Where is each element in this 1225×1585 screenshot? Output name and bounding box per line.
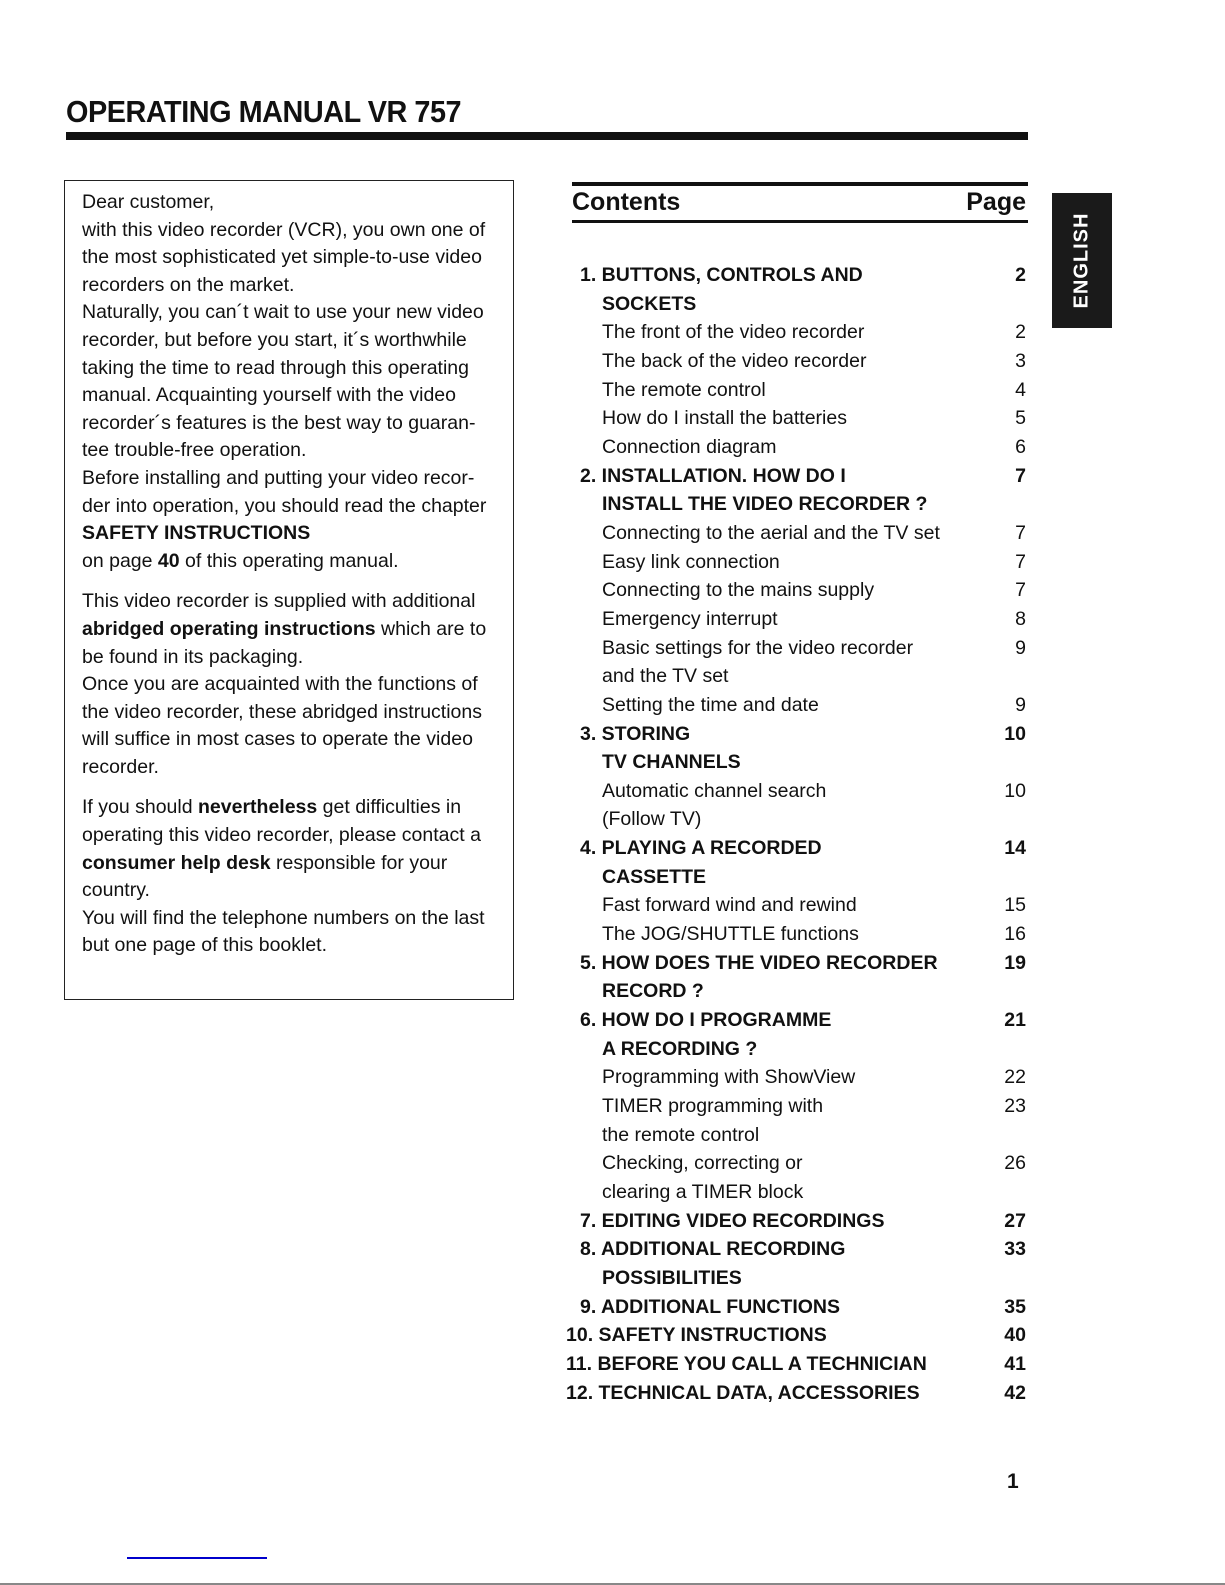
toc-entry-page: 16 (1004, 923, 1026, 946)
toc-entry (566, 548, 1026, 577)
toc-entry-page: 10 (1004, 722, 1026, 745)
toc-entry-title: 5. HOW DOES THE VIDEO RECORDER (580, 951, 938, 974)
page-title: OPERATING MANUAL VR 757 (66, 94, 462, 129)
toc-entry-page (986, 977, 1026, 1006)
toc-entry-title: 3. STORING (580, 722, 691, 745)
toc-entry-title: 9. ADDITIONAL FUNCTIONS (580, 1295, 841, 1318)
toc-entry (566, 519, 1026, 548)
toc-entry-title: and the TV set (602, 665, 729, 688)
language-tab (1052, 193, 1112, 328)
toc-entry-title: Easy link connection (602, 550, 780, 573)
toc-entry (566, 1321, 1026, 1350)
toc-entry-title: TV CHANNELS (602, 751, 741, 774)
toc-entry-page (986, 1178, 1026, 1207)
toc-entry-title: TIMER programming with (602, 1095, 824, 1118)
toc-entry (566, 347, 1026, 376)
toc-entry-page (986, 1264, 1026, 1293)
toc-entry-page: 7 (1015, 550, 1026, 573)
toc-entry-page: 33 (1004, 1238, 1026, 1261)
toc-entry-page (986, 662, 1026, 691)
toc-entry (566, 805, 1026, 834)
toc-entry-page: 7 (1015, 521, 1026, 544)
toc-entry-title: clearing a TIMER block (602, 1181, 804, 1203)
toc-entry-title: 4. PLAYING A RECORDED (580, 837, 822, 860)
emphasis: nevertheless (198, 796, 318, 819)
toc-entry (566, 318, 1026, 347)
toc-entry (566, 977, 1026, 1006)
toc-entry-page: 3 (1015, 349, 1026, 372)
toc-entry (566, 834, 1026, 863)
toc-entry-title: Automatic channel search (602, 779, 827, 802)
toc-entry-title: 8. ADDITIONAL RECORDING (580, 1238, 846, 1261)
toc-entry-title: Fast forward wind and rewind (602, 894, 857, 917)
toc-entry-page (986, 490, 1026, 519)
intro-paragraph (82, 465, 501, 548)
text: If you should (82, 796, 198, 819)
toc-entry (566, 1235, 1026, 1264)
page-heading: Page (966, 188, 1026, 216)
toc-entry (566, 1035, 1026, 1064)
toc-entry-title: SOCKETS (602, 292, 697, 315)
text: get difficulties in operating this video recorder, please contact a (82, 796, 481, 847)
toc-entry-title: 12. TECHNICAL DATA, ACCESSORIES (566, 1381, 920, 1404)
table-of-contents (566, 261, 1026, 1407)
toc-entry-page: 10 (1004, 779, 1026, 802)
toc-entry-title: A RECORDING ? (602, 1037, 758, 1060)
toc-entry-page: 9 (1015, 636, 1026, 659)
toc-entry (566, 1063, 1026, 1092)
toc-entry (566, 576, 1026, 605)
toc-entry-title: Connecting to the mains supply (602, 579, 875, 602)
toc-entry-title: Checking, correcting or (602, 1152, 803, 1175)
toc-entry-page (986, 1035, 1026, 1064)
toc-entry-page (986, 863, 1026, 892)
toc-entry-page: 21 (1004, 1009, 1026, 1032)
toc-entry (566, 290, 1026, 319)
toc-entry-title: CASSETTE (602, 865, 707, 888)
toc-entry (566, 691, 1026, 720)
toc-entry-title: 11. BEFORE YOU CALL A TECHNICIAN (566, 1352, 927, 1375)
toc-entry-title: INSTALL THE VIDEO RECORDER ? (602, 493, 928, 516)
toc-entry-page: 2 (1015, 321, 1026, 344)
toc-entry-title: Connection diagram (602, 435, 777, 458)
scan-artifact-line (127, 1557, 267, 1559)
toc-entry (566, 891, 1026, 920)
intro-box (64, 180, 514, 1000)
toc-entry (566, 748, 1026, 777)
toc-entry-page: 6 (1015, 435, 1026, 458)
toc-entry (566, 376, 1026, 405)
contents-heading: Contents (572, 188, 681, 216)
toc-entry-page: 7 (1015, 464, 1026, 487)
toc-entry-page: 42 (1004, 1381, 1026, 1404)
toc-entry-page (986, 1121, 1026, 1150)
intro-paragraph (82, 548, 501, 576)
toc-entry-title: 2. INSTALLATION. HOW DO I (580, 464, 846, 487)
toc-entry-page: 15 (1004, 894, 1026, 917)
contents-header (572, 188, 1026, 217)
emphasis: abridged operating instructions (82, 617, 376, 640)
greeting: Dear customer, (82, 191, 215, 213)
toc-entry (566, 1379, 1026, 1408)
toc-entry-page: 9 (1015, 693, 1026, 716)
toc-entry (566, 1207, 1026, 1236)
toc-entry-page (986, 290, 1026, 319)
toc-entry (566, 949, 1026, 978)
toc-entry-title: How do I install the batteries (602, 407, 847, 430)
safety-instructions-ref: SAFETY INSTRUCTIONS (82, 522, 311, 545)
toc-entry-page: 7 (1015, 579, 1026, 602)
toc-entry-title: (Follow TV) (602, 808, 702, 831)
page-ref: 40 (157, 549, 180, 572)
toc-entry-title: The front of the video recorder (602, 321, 865, 344)
toc-entry (566, 433, 1026, 462)
intro-paragraph: Naturally, you can´t wait to use your new video recorder, but before you start, it´s worthwhile taking the time to read through this operating manual. Acquainting yourself with the video recorder´s features is the best way to guaran-tee trouble-free operation. (82, 301, 484, 462)
toc-entry-title: Basic settings for the video recorder (602, 636, 914, 659)
intro-paragraph: with this video recorder (VCR), you own one of the most sophisticated yet simple-to-use video recorders on the market. (82, 218, 486, 296)
contents-top-rule (572, 182, 1028, 186)
toc-entry (566, 777, 1026, 806)
text: on page (82, 549, 158, 572)
toc-entry-page: 4 (1015, 378, 1026, 401)
toc-entry-title: Programming with ShowView (602, 1066, 856, 1089)
toc-entry-title: 10. SAFETY INSTRUCTIONS (566, 1324, 827, 1347)
toc-entry-page: 23 (1004, 1095, 1026, 1118)
toc-entry (566, 1006, 1026, 1035)
intro-paragraph (82, 794, 501, 904)
toc-entry-title: The JOG/SHUTTLE functions (602, 923, 859, 946)
toc-entry (566, 490, 1026, 519)
title-rule (66, 132, 1028, 140)
toc-entry-page: 27 (1004, 1209, 1026, 1232)
toc-entry-page: 5 (1015, 407, 1026, 430)
contents-bottom-rule (572, 220, 1028, 223)
toc-entry-title: 1. BUTTONS, CONTROLS AND (580, 264, 863, 286)
toc-entry-page (986, 748, 1026, 777)
text: which are to be found in its packaging. (82, 617, 487, 668)
toc-entry (566, 634, 1026, 663)
toc-entry-title: POSSIBILITIES (602, 1266, 742, 1289)
toc-entry (566, 1178, 1026, 1207)
toc-entry (566, 920, 1026, 949)
text: Before installing and putting your video recor-der into operation, you should read the chapter (82, 466, 487, 517)
toc-entry (566, 605, 1026, 634)
intro-paragraph: Once you are acquainted with the functions of the video recorder, these abridged instructions will suffice in most cases to operate the video recorder. (82, 673, 482, 778)
toc-entry (566, 1121, 1026, 1150)
emphasis: consumer help desk (82, 851, 271, 874)
toc-entry-title: RECORD ? (602, 980, 704, 1003)
toc-entry-title: 7. EDITING VIDEO RECORDINGS (580, 1209, 885, 1232)
toc-entry (566, 462, 1026, 491)
toc-entry-title: Setting the time and date (602, 693, 819, 716)
toc-entry-title: The remote control (602, 378, 766, 401)
toc-entry-page: 35 (1004, 1295, 1026, 1318)
toc-entry-title: Emergency interrupt (602, 607, 778, 630)
toc-entry-page: 26 (1004, 1152, 1026, 1175)
toc-entry-title: The back of the video recorder (602, 349, 867, 372)
toc-entry-page: 19 (1004, 951, 1026, 974)
toc-entry (566, 1350, 1026, 1379)
toc-entry-page: 41 (1004, 1352, 1026, 1375)
toc-entry-title: Connecting to the aerial and the TV set (602, 521, 940, 544)
toc-entry-page: 14 (1004, 837, 1026, 860)
toc-entry-page (986, 805, 1026, 834)
language-tab-label: ENGLISH (1070, 212, 1093, 309)
toc-entry (566, 1092, 1026, 1121)
toc-entry-page: 22 (1004, 1066, 1026, 1089)
toc-entry-page: 8 (1015, 607, 1026, 630)
text: responsible for your country. (82, 851, 448, 902)
toc-entry (566, 1293, 1026, 1322)
intro-paragraph: You will find the telephone numbers on the last but one page of this booklet. (82, 906, 485, 957)
toc-entry-page: 40 (1004, 1324, 1026, 1347)
toc-entry (566, 720, 1026, 749)
toc-entry (566, 1264, 1026, 1293)
toc-entry (566, 404, 1026, 433)
toc-entry (566, 261, 1026, 290)
toc-entry (566, 1149, 1026, 1178)
toc-entry-title: 6. HOW DO I PROGRAMME (580, 1009, 832, 1032)
page-number: 1 (1007, 1470, 1019, 1493)
toc-entry-page: 2 (1015, 264, 1026, 286)
toc-entry (566, 662, 1026, 691)
intro-paragraph (82, 588, 501, 671)
toc-entry-title: the remote control (602, 1123, 760, 1146)
text: This video recorder is supplied with additional (82, 590, 476, 613)
text: of this operating manual. (179, 549, 399, 572)
toc-entry (566, 863, 1026, 892)
